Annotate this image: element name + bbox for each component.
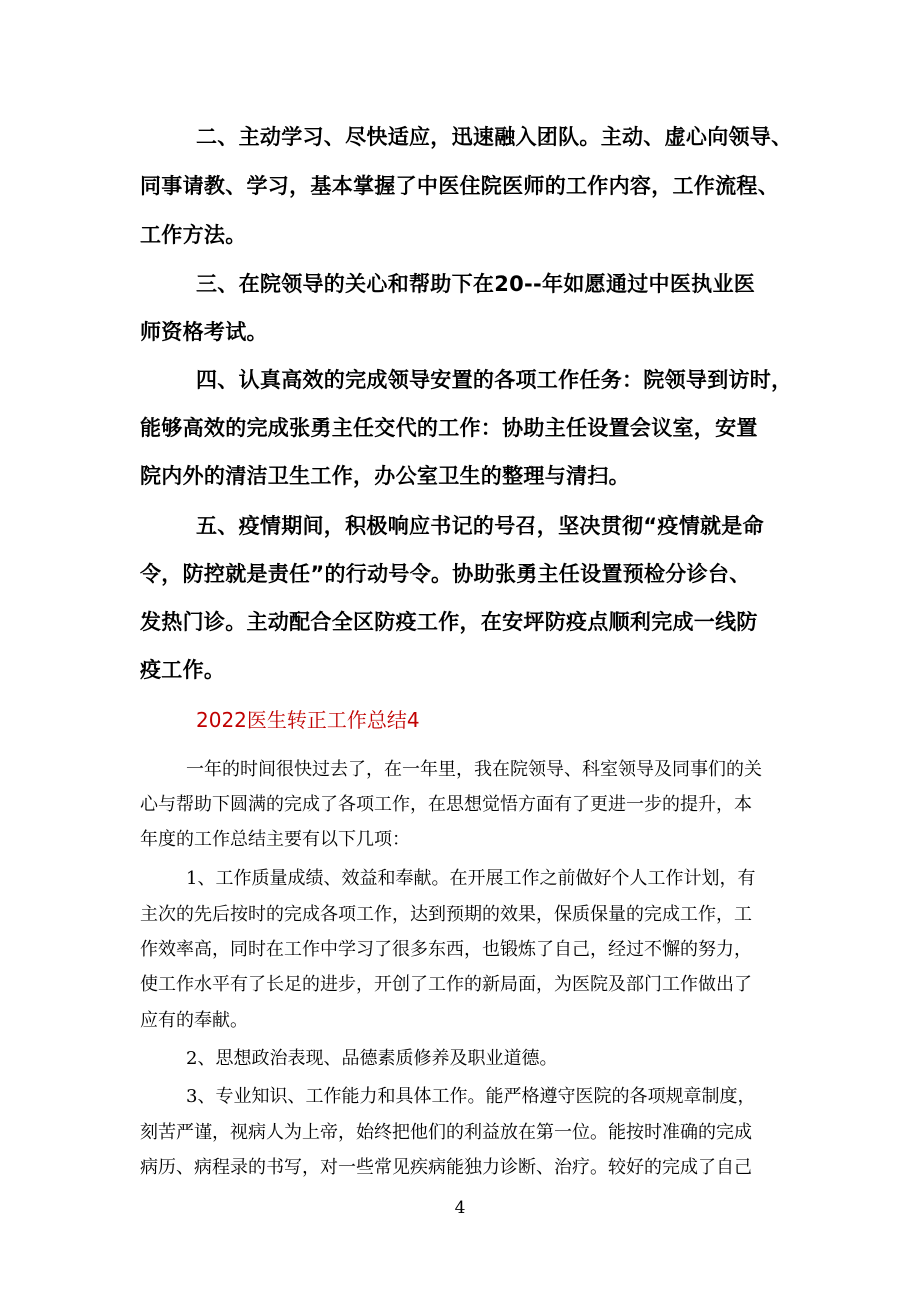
paragraph-line: 三、在院领导的关心和帮助下在20--年如愿通过中医执业医 bbox=[196, 272, 756, 296]
paragraph-line: 二、主动学习、尽快适应，迅速融入团队。主动、虚心向领导、 bbox=[196, 125, 793, 149]
paragraph-line: 主次的先后按时的完成各项工作，达到预期的效果，保质保量的完成工作，工 bbox=[140, 904, 752, 925]
paragraph-line: 使工作水平有了长足的进步，开创了工作的新局面，为医院及部门工作做出了 bbox=[140, 974, 752, 995]
paragraph-line: 作效率高，同时在工作中学习了很多东西，也锻炼了自己，经过不懈的努力， bbox=[140, 939, 752, 960]
paragraph-line: 令，防控就是责任”的行动号令。协助张勇主任设置预检分诊台、 bbox=[140, 562, 751, 586]
paragraph-line: 同事请教、学习，基本掌握了中医住院医师的工作内容，工作流程、 bbox=[140, 174, 779, 198]
paragraph-line: 院内外的清洁卫生工作，办公室卫生的整理与清扫。 bbox=[140, 464, 630, 488]
paragraph-line: 1、工作质量成绩、效益和奉献。在开展工作之前做好个人工作计划，有 bbox=[186, 868, 756, 889]
paragraph-line: 刻苦严谨，视病人为上帝，始终把他们的利益放在第一位。能按时准确的完成 bbox=[140, 1122, 752, 1143]
paragraph-line: 应有的奉献。 bbox=[140, 1010, 248, 1031]
paragraph-line: 五、疫情期间，积极响应书记的号召，坚决贯彻“疫情就是命 bbox=[196, 514, 764, 538]
paragraph-line: 3、专业知识、工作能力和具体工作。能严格遵守医院的各项规章制度， bbox=[186, 1086, 756, 1107]
paragraph-line: 发热门诊。主动配合全区防疫工作，在安坪防疫点顺利完成一线防 bbox=[140, 610, 758, 634]
paragraph-line: 能够高效的完成张勇主任交代的工作：协助主任设置会议室，安置 bbox=[140, 416, 758, 440]
paragraph-line: 一年的时间很快过去了，在一年里，我在院领导、科室领导及同事们的关 bbox=[186, 759, 762, 780]
paragraph-line: 工作方法。 bbox=[140, 223, 247, 247]
paragraph-line: 四、认真高效的完成领导安置的各项工作任务：院领导到访时， bbox=[196, 368, 793, 392]
paragraph-line: 师资格考试。 bbox=[140, 320, 268, 344]
paragraph-line: 心与帮助下圆满的完成了各项工作，在思想觉悟方面有了更进一步的提升，本 bbox=[140, 794, 752, 815]
paragraph-line: 病历、病程录的书写，对一些常见疾病能独力诊断、治疗。较好的完成了自己 bbox=[140, 1157, 752, 1178]
page-number: 4 bbox=[454, 1198, 466, 1218]
section-heading: 2022医生转正工作总结4 bbox=[196, 708, 420, 732]
paragraph-line: 疫工作。 bbox=[140, 658, 226, 682]
paragraph-line: 2、思想政治表现、品德素质修养及职业道德。 bbox=[186, 1048, 558, 1069]
paragraph-line: 年度的工作总结主要有以下几项： bbox=[140, 829, 410, 850]
